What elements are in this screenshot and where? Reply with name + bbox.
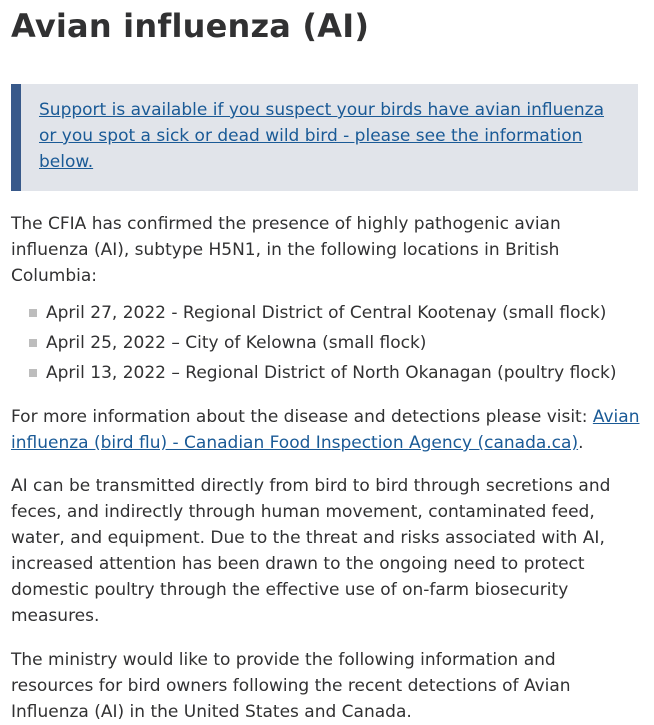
page-title: Avian influenza (AI) [11,7,370,45]
detection-text: April 13, 2022 – Regional District of North Okanagan (poultry flock) [46,363,617,383]
more-info-text: For more information about the disease and detections please visit: [11,407,593,427]
cfia-avian-influenza-link[interactable]: Avian influenza (bird flu) - Canadian Food Inspection Agency (canada.ca) [11,407,640,453]
article [11,0,641,725]
intro-paragraph: The CFIA has confirmed the presence of highly pathogenic avian influenza (AI), subtype H5N1, in the following locations in British Columbia: [11,214,561,286]
support-callout [11,84,638,191]
square-bullet-icon [29,309,37,317]
support-callout-link[interactable]: Support is available if you suspect your birds have avian influenza or you spot a sick or dead wild bird - please see the information below. [39,100,604,172]
more-info-paragraph [11,404,641,456]
square-bullet-icon [29,369,37,377]
transmission-paragraph: AI can be transmitted directly from bird to bird through secretions and feces, and indirectly through human movement, contaminated feed, water, and equipment. Due to the threat and risks associated with AI, increased attention has been drawn to the ongoing need to protect domestic poultry through the effective use of on-farm biosecurity measures. [11,476,611,626]
more-info-suffix: . [578,433,584,453]
list-item [29,358,641,388]
list-item [29,298,641,328]
detection-text: April 25, 2022 – City of Kelowna (small flock) [46,333,427,353]
square-bullet-icon [29,339,37,347]
list-item [29,328,641,358]
detections-list [11,298,641,388]
detection-text: April 27, 2022 - Regional District of Central Kootenay (small flock) [46,303,607,323]
ministry-paragraph: The ministry would like to provide the following information and resources for bird owners following the recent detections of Avian Influenza (AI) in the United States and Canada. [11,650,571,722]
